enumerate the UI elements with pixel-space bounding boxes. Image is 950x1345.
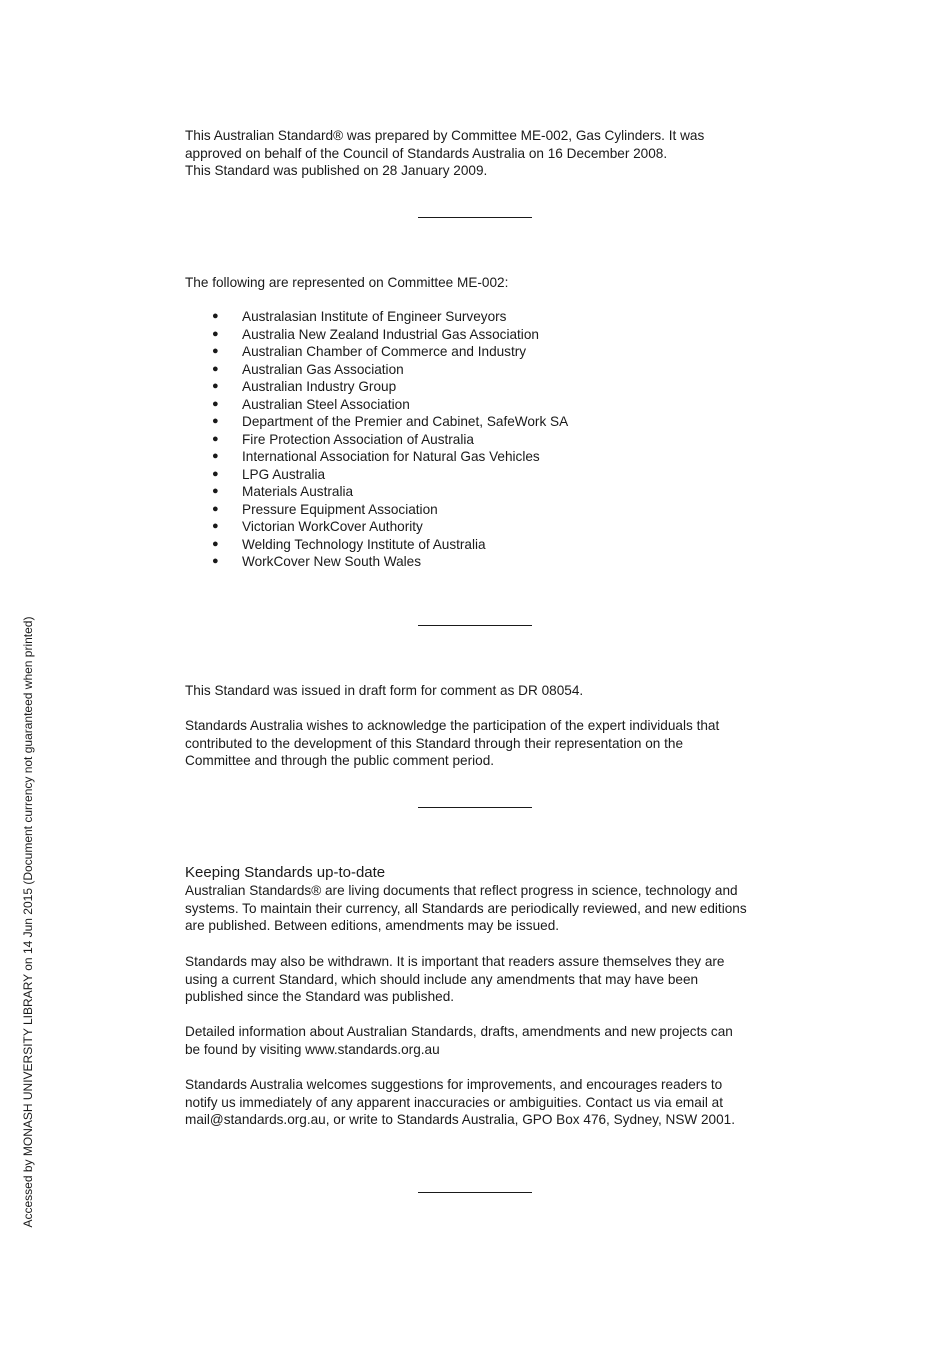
keeping-paragraph-4 bbox=[185, 1076, 775, 1129]
access-watermark-text: Accessed by MONASH UNIVERSITY LIBRARY on 14 Jun 2015 (Document currency not guaranteed when printed) bbox=[21, 616, 35, 1228]
paragraph-line: Standards may also be withdrawn. It is important that readers assure themselves they are bbox=[185, 954, 725, 969]
member-name: Department of the Premier and Cabinet, SafeWork SA bbox=[242, 414, 569, 429]
paragraph-line: Standards Australia welcomes suggestions for improvements, and encourages readers to bbox=[185, 1077, 723, 1092]
member-name: Victorian WorkCover Authority bbox=[242, 519, 423, 534]
paragraph-line: notify us immediately of any apparent inaccuracies or ambiguities. Contact us via email at bbox=[185, 1094, 723, 1110]
bullet-icon: ● bbox=[212, 520, 219, 532]
list-item bbox=[185, 413, 775, 431]
bullet-icon: ● bbox=[212, 450, 219, 462]
member-name: Australasian Institute of Engineer Surveyors bbox=[242, 309, 507, 324]
bullet-icon: ● bbox=[212, 415, 219, 427]
prepared-line-1: This Australian Standard® was prepared by Committee ME-002, Gas Cylinders. It was bbox=[185, 128, 705, 143]
keeping-paragraph-2 bbox=[185, 953, 775, 1006]
list-item bbox=[185, 466, 775, 484]
section-divider bbox=[418, 217, 532, 218]
keeping-standards-section bbox=[185, 864, 775, 882]
bullet-icon: ● bbox=[212, 397, 219, 410]
list-item bbox=[185, 518, 775, 536]
list-item bbox=[185, 378, 775, 396]
bullet-icon: ● bbox=[212, 327, 219, 340]
member-name: Pressure Equipment Association bbox=[242, 501, 438, 517]
paragraph-line: published since the Standard was published. bbox=[185, 989, 455, 1004]
member-name: International Association for Natural Gas Vehicles bbox=[242, 449, 540, 464]
committee-intro-text: The following are represented on Committee ME-002: bbox=[185, 275, 509, 290]
list-item bbox=[185, 431, 775, 449]
paragraph-line: be found by visiting www.standards.org.au bbox=[185, 1041, 440, 1057]
committee-intro bbox=[185, 274, 775, 292]
list-item bbox=[185, 326, 775, 344]
paragraph-line: Detailed information about Australian Standards, drafts, amendments and new projects can bbox=[185, 1024, 733, 1039]
bullet-icon: ● bbox=[212, 502, 219, 515]
draft-issued-text: This Standard was issued in draft form for comment as DR 08054. bbox=[185, 683, 584, 698]
paragraph-line: are published. Between editions, amendments may be issued. bbox=[185, 918, 560, 933]
member-name: Australian Gas Association bbox=[242, 361, 404, 377]
acknowledge-line-1: Standards Australia wishes to acknowledge the participation of the expert individuals that bbox=[185, 718, 720, 733]
paragraph-line: mail@standards.org.au, or write to Standards Australia, GPO Box 476, Sydney, NSW 2001. bbox=[185, 1112, 736, 1127]
list-item bbox=[185, 308, 775, 326]
list-item bbox=[185, 553, 775, 571]
keeping-paragraph-1 bbox=[185, 882, 775, 935]
acknowledge-line-3: Committee and through the public comment period. bbox=[185, 753, 495, 768]
paragraph-line: using a current Standard, which should include any amendments that may have been bbox=[185, 971, 699, 987]
section-heading: Keeping Standards up-to-date bbox=[185, 864, 386, 881]
member-name: LPG Australia bbox=[242, 466, 326, 482]
member-name: WorkCover New South Wales bbox=[242, 554, 422, 569]
member-name: Australian Steel Association bbox=[242, 396, 410, 412]
bullet-icon: ● bbox=[212, 537, 219, 550]
member-name: Welding Technology Institute of Australia bbox=[242, 536, 486, 552]
bullet-icon: ● bbox=[212, 345, 219, 357]
paragraph-line: Australian Standards® are living documents that reflect progress in science, technology and bbox=[185, 883, 738, 898]
bullet-icon: ● bbox=[212, 485, 219, 497]
member-name: Materials Australia bbox=[242, 484, 354, 499]
member-name: Australian Chamber of Commerce and Industry bbox=[242, 344, 527, 359]
paragraph-line: systems. To maintain their currency, all Standards are periodically reviewed, and new editions bbox=[185, 900, 747, 916]
list-item bbox=[185, 483, 775, 501]
member-name: Australia New Zealand Industrial Gas Association bbox=[242, 326, 539, 342]
bullet-icon: ● bbox=[212, 310, 219, 322]
bullet-icon: ● bbox=[212, 432, 219, 445]
list-item bbox=[185, 448, 775, 466]
bullet-icon: ● bbox=[212, 467, 219, 480]
committee-members bbox=[185, 308, 775, 571]
bullet-icon: ● bbox=[212, 362, 219, 375]
acknowledge-line-2: contributed to the development of this Standard through their representation on the bbox=[185, 735, 684, 751]
prepared-line-3: This Standard was published on 28 January 2009. bbox=[185, 163, 488, 178]
list-item bbox=[185, 501, 775, 519]
list-item bbox=[185, 536, 775, 554]
prepared-line-2: approved on behalf of the Council of Standards Australia on 16 December 2008. bbox=[185, 145, 668, 161]
list-item bbox=[185, 343, 775, 361]
preparation-statement bbox=[185, 127, 775, 180]
member-name: Australian Industry Group bbox=[242, 379, 397, 394]
section-divider bbox=[418, 807, 532, 808]
draft-notice bbox=[185, 682, 775, 700]
section-divider bbox=[418, 1192, 532, 1193]
member-name: Fire Protection Association of Australia bbox=[242, 431, 474, 447]
acknowledgement bbox=[185, 717, 775, 770]
list-item bbox=[185, 396, 775, 414]
bullet-icon: ● bbox=[212, 380, 219, 392]
bullet-icon: ● bbox=[212, 555, 219, 567]
section-divider bbox=[418, 625, 532, 626]
committee-member-list bbox=[185, 308, 775, 571]
keeping-paragraph-3 bbox=[185, 1023, 775, 1058]
list-item bbox=[185, 361, 775, 379]
